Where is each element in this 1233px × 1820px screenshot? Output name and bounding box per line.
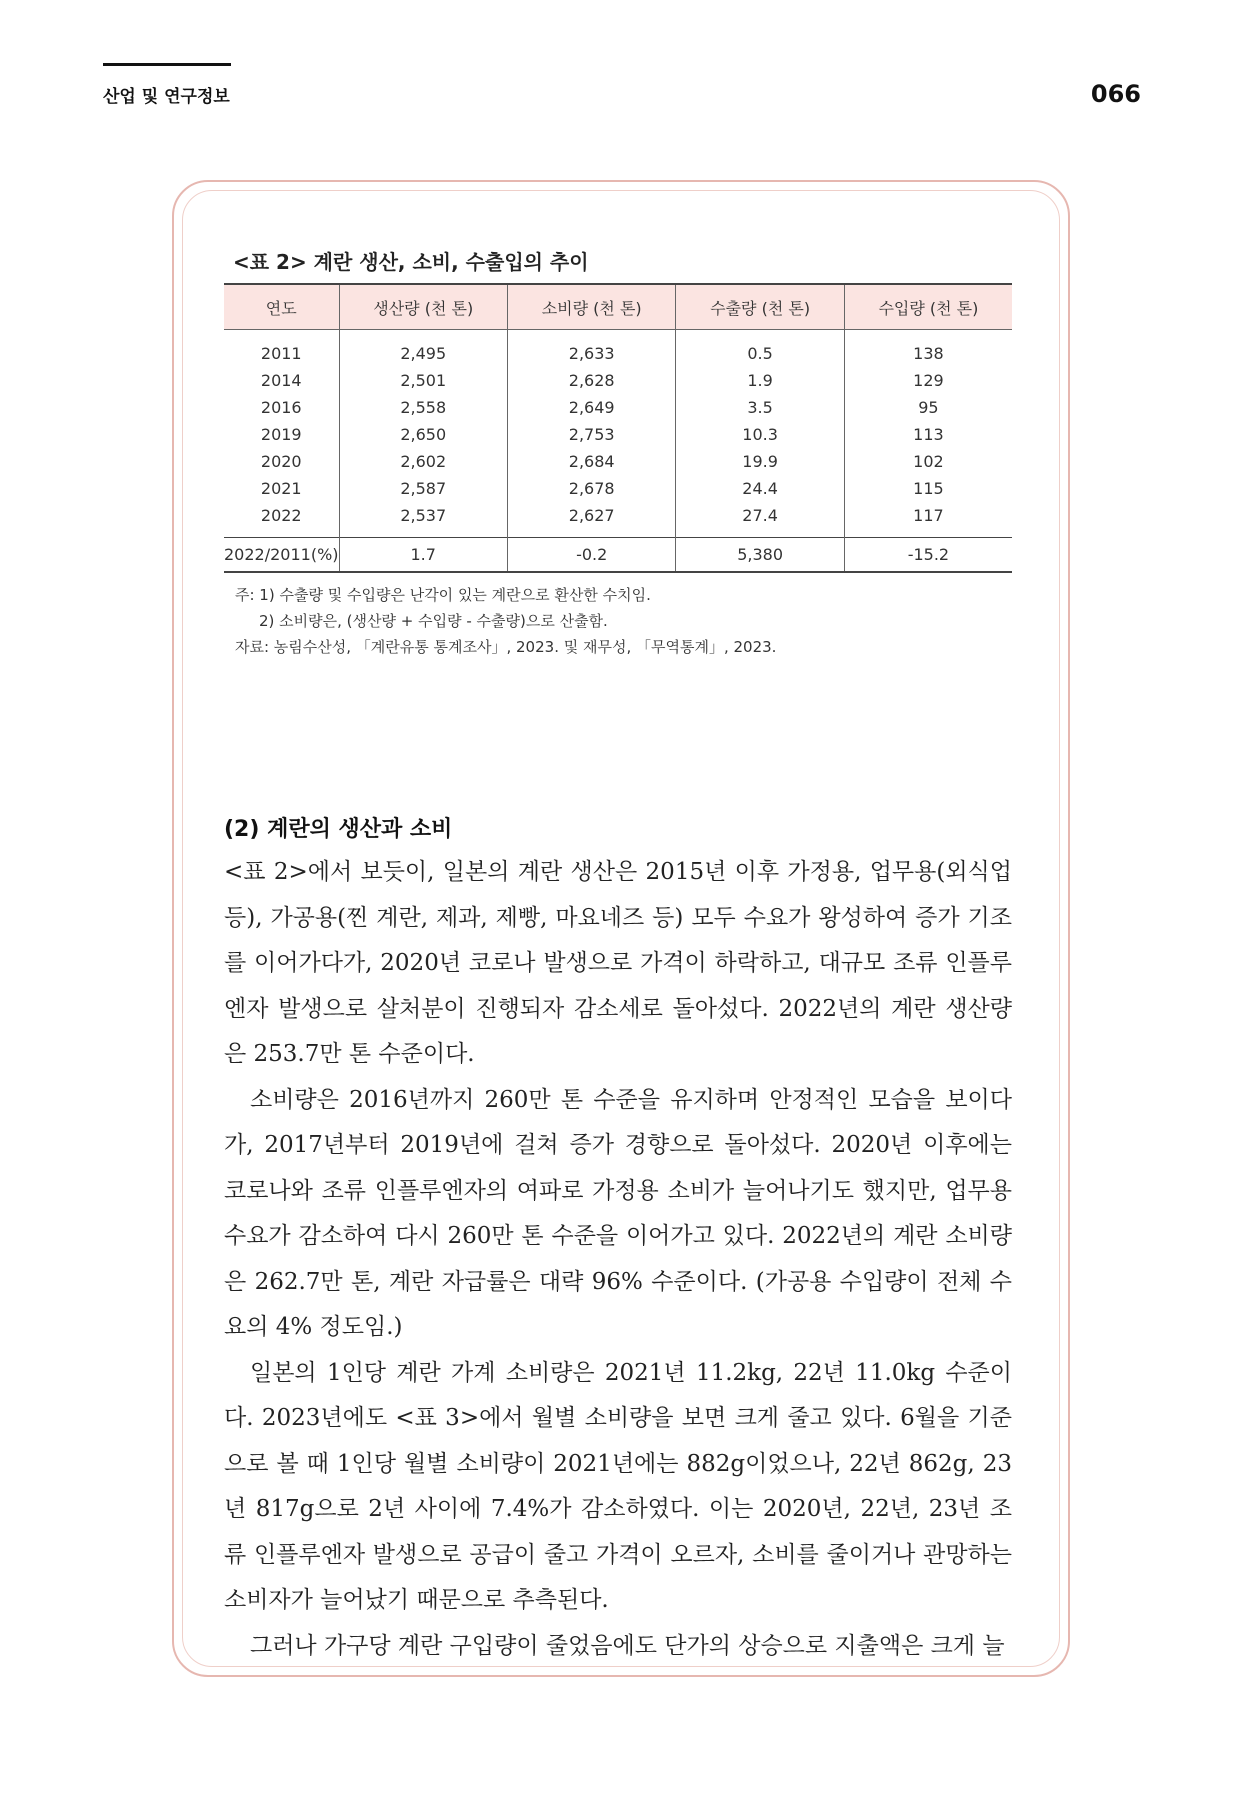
cell: 2014 — [260, 371, 302, 390]
cell: 115 — [844, 475, 1012, 502]
cell: 2,650 — [339, 421, 507, 448]
cell: 102 — [844, 448, 1012, 475]
header-export: 수출량 (천 톤) — [676, 284, 844, 330]
cell: 95 — [844, 394, 1012, 421]
cell: 3.5 — [676, 394, 844, 421]
table-row — [224, 421, 1012, 448]
cell: 2,495 — [339, 330, 507, 368]
cell: -0.2 — [507, 538, 675, 573]
cell: 1.7 — [339, 538, 507, 573]
header-import: 수입량 (천 톤) — [844, 284, 1012, 330]
cell: 24.4 — [676, 475, 844, 502]
cell: 2,501 — [339, 367, 507, 394]
paragraph: <표 2>에서 보듯이, 일본의 계란 생산은 2015년 이후 가정용, 업무용(외식업 등), 가공용(찐 계란, 제과, 제빵, 마요네즈 등) 모두 수요가 왕성하여 증가 기조를 이어가다가, 2020년 코로나 발생으로 가격이 하락하고, 대규모 조류 인플루엔자 발생으로 살처분이 진행되자 감소세로 돌아섰다. 2022년의 계란 생산량은 253.7만 톤 수준이다. — [224, 859, 1012, 1067]
table-summary-row — [224, 538, 1012, 573]
data-table — [224, 283, 1012, 573]
table-title: <표 2> 계란 생산, 소비, 수출입의 추이 — [233, 250, 589, 274]
header-rule — [103, 63, 231, 66]
cell: -15.2 — [844, 538, 1012, 573]
cell: 19.9 — [676, 448, 844, 475]
page-number: 066 — [1090, 80, 1141, 108]
table-notes — [235, 582, 776, 660]
cell: 2021 — [260, 479, 302, 498]
cell: 2020 — [260, 452, 302, 471]
cell: 2,627 — [507, 502, 675, 538]
paragraph: 그러나 가구당 계란 구입량이 줄었음에도 단가의 상승으로 지출액은 크게 늘 — [250, 1632, 1005, 1659]
header-year: 연도 — [224, 284, 339, 330]
cell: 2,633 — [507, 330, 675, 368]
section-heading: (2) 계란의 생산과 소비 — [224, 817, 453, 842]
table-row — [224, 448, 1012, 475]
note-2: 2) 소비량은, (생산량 + 수입량 - 수출량)으로 산출함. — [259, 612, 608, 630]
cell: 2019 — [260, 425, 302, 444]
cell: 2011 — [260, 344, 302, 363]
paragraph: 일본의 1인당 계란 가계 소비량은 2021년 11.2kg, 22년 11.0kg 수준이다. 2023년에도 <표 3>에서 월별 소비량을 보면 크게 줄고 있다. 6월을 기준으로 볼 때 1인당 월별 소비량이 2021년에는 882g이었으나, 22년 862g, 23년 817g으로 2년 사이에 7.4%가 감소하였다. 이는 2020년, 22년, 23년 조류 인플루엔자 발생으로 공급이 줄고 가격이 오르자, 소비를 줄이거나 관망하는 소비자가 늘어났기 때문으로 추측된다. — [224, 1359, 1012, 1613]
cell: 117 — [844, 502, 1012, 538]
table-row — [224, 394, 1012, 421]
cell: 2,678 — [507, 475, 675, 502]
paragraph: 소비량은 2016년까지 260만 톤 수준을 유지하며 안정적인 모습을 보이다가, 2017년부터 2019년에 걸쳐 증가 경향으로 돌아섰다. 2020년 이후에는 코로나와 조류 인플루엔자의 여파로 가정용 소비가 늘어나기도 했지만, 업무용 수요가 감소하여 다시 260만 톤 수준을 이어가고 있다. 2022년의 계란 소비량은 262.7만 톤, 계란 자급률은 대략 96% 수준이다. (가공용 수입량이 전체 수요의 4% 정도임.) — [224, 1086, 1012, 1340]
cell: 2,537 — [339, 502, 507, 538]
header-production: 생산량 (천 톤) — [339, 284, 507, 330]
cell: 2,628 — [507, 367, 675, 394]
table-row — [224, 502, 1012, 538]
cell: 113 — [844, 421, 1012, 448]
cell: 2,587 — [339, 475, 507, 502]
cell: 2,684 — [507, 448, 675, 475]
cell: 2,649 — [507, 394, 675, 421]
source-note: 자료: 농림수산성, 「계란유통 통계조사」, 2023. 및 재무성, 「무역통계」, 2023. — [235, 638, 777, 656]
body-text — [224, 850, 1012, 1669]
header-consumption: 소비량 (천 톤) — [507, 284, 675, 330]
cell: 2,602 — [339, 448, 507, 475]
table-row — [224, 367, 1012, 394]
section-label: 산업 및 연구정보 — [103, 87, 230, 107]
cell: 27.4 — [676, 502, 844, 538]
cell: 2016 — [260, 398, 302, 417]
cell: 2,558 — [339, 394, 507, 421]
cell: 129 — [844, 367, 1012, 394]
table-row — [224, 330, 1012, 368]
table-header-row — [224, 284, 1012, 330]
cell: 138 — [844, 330, 1012, 368]
cell: 5,380 — [676, 538, 844, 573]
cell: 1.9 — [676, 367, 844, 394]
cell: 2,753 — [507, 421, 675, 448]
cell: 2022/2011(%) — [224, 538, 339, 573]
note-1: 주: 1) 수출량 및 수입량은 난각이 있는 계란으로 환산한 수치임. — [235, 586, 651, 604]
cell: 0.5 — [676, 330, 844, 368]
cell: 2022 — [260, 506, 302, 525]
table-row — [224, 475, 1012, 502]
cell: 10.3 — [676, 421, 844, 448]
